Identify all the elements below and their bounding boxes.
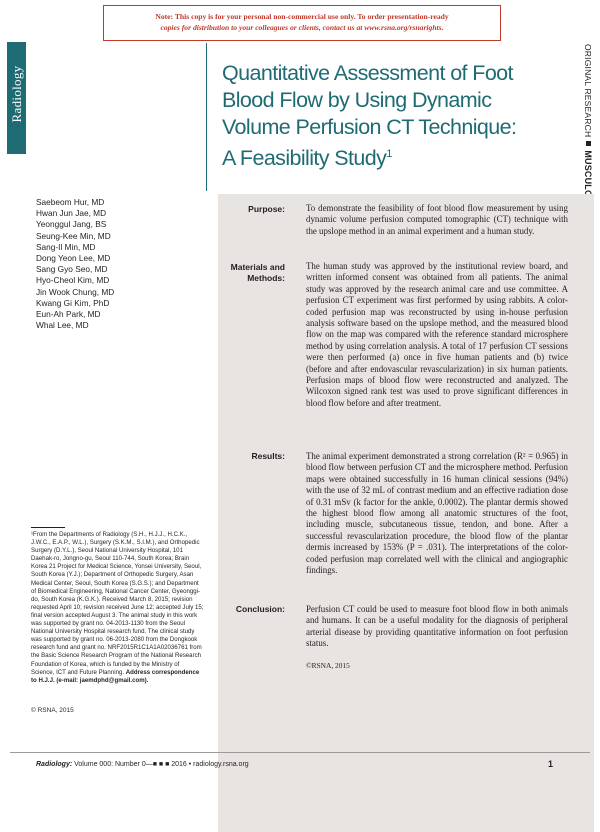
author-item: Hwan Jun Jae, MD [36,208,107,219]
notice-line-1: Note: This copy is for your personal non-commercial use only. To order presentation-ready [155,12,449,21]
footnote-text: ¹From the Departments of Radiology (S.H., H.J.J., H.C.K., J.W.C., E.A.P., W.L.), Surgery (S.K.M., S.I.M.), and Orthopedic Surgery (D.Y.L.), Seoul National University Hospital, 101 Daehak-ro, Jongno-gu, Seoul 110-744, South Korea; Brain Korea 21 Project for Medical Science, Yonsei University, Seoul, South Korea (Y.J.); Department of Orthopedic Surgery, Asan Medical Center, Seoul, South Korea (S.G.S.); and Department of Biomedical Engineering, National Cancer Center, Gyeonggi-do, South Korea (K.G.K.). Received March 8, 2015; revision requested April 10; revision received June 12; accepted July 15; final version accepted August 3. The animal study in this work was supported by grant no. 04-2013-1130 from the Seoul National University Hospital research fund. The clinical study was supported by grant no. 06-2013-2080 from the Dongkook research fund and grant no. NRF2015R1C1A1A02036761 from the Basic Science Research Program of the National Research Foundation of Korea, which is funded by the Ministry of Science, ICT and Future Planning. [31,531,204,676]
title-footnote-marker: 1 [386,148,392,160]
author-item: Sang-Il Min, MD [36,241,96,252]
author-list [36,197,114,331]
correspondence-text: Address correspondence to H.J.J. (e-mail: jaemdphd@gmail.com). [31,668,200,684]
results-text: The animal experiment demonstrated a strong correlation (R² = 0.965) in blood flow between perfusion CT and the microsphere method. Perfusion maps were obtained successfully in 16 human clinical sessions (94%) with the use of 32 mL of contrast medium and an effective radiation dose of 0.31 mSv (k factor for the ankle, 0.0002). The plantar dermis showed the highest blood flow among all anatomic structures of the foot, including muscle, subcutaneous tissue, tendon, and bone. After a successful revascularization procedure, the blood flow of the plantar dermis increased by 153% (P = .031). The interpretations of the color-coded perfusion map correlated well with the clinical and angiographic findings. [306,451,568,576]
author-item: Eun-Ah Park, MD [36,309,101,320]
journal-logo-text: Radiology [9,65,24,123]
copyright-notice-box [103,5,501,41]
purpose-label: Purpose: [248,204,285,214]
page-number: 1 [548,759,554,769]
abstract-copyright: ©RSNA, 2015 [306,661,350,670]
affiliation-footnote [31,531,204,685]
title-separator-line [206,43,207,191]
author-item: Seung-Kee Min, MD [36,230,111,241]
footnote-rule [31,527,65,528]
article-title [222,60,562,172]
author-item: Dong Yeon Lee, MD [36,253,111,264]
footer-rule [10,752,590,753]
journal-side-bar [7,42,26,154]
footer-citation: Volume 000: Number 0—■ ■ ■ 2016 • radiology.rsna.org [74,761,249,768]
title-subtitle: A Feasibility Study [222,146,387,171]
footnote-copyright: © RSNA, 2015 [31,707,74,714]
methods-label: Materials and Methods: [230,262,285,283]
author-item: Saebeom Hur, MD [36,197,105,207]
separator-square-icon [586,141,591,146]
conclusion-text: Perfusion CT could be used to measure foot blood flow in both animals and humans. It can be a useful modality for the diagnosis of peripheral arterial disease by providing quantitative information on foot perfusion status. [306,604,568,649]
purpose-text: To demonstrate the feasibility of foot blood flow measurement by using dynamic volume perfusion computed tomographic (CT) technique with the upslope method in an animal experiment and a human study. [306,203,568,236]
conclusion-label: Conclusion: [235,604,285,614]
author-item: Yeonggul Jang, BS [36,219,107,230]
notice-line-2: copies for distribution to your colleagues or clients, contact us at www.rsna.org/rsnarights. [160,23,444,32]
methods-text: The human study was approved by the institutional review board, and written informed consent was obtained from all patients. The animal study was approved by the research animal care and use committee. A perfusion CT experiment was first performed by using rabbits. A color-coded perfusion map was reconstructed by using in-house perfusion analysis software based on the upslope method, and the measured blood flow on the map was compared with the reference standard microsphere method by using correlation analysis. A total of 17 perfusion CT sessions were then performed (a) once in five human patients and (b) twice (before and after endovascular revascularization) in six human patients. Perfusion maps of blood flow were reconstructed and analyzed. The Wilcoxon signed rank test was used to prove significant differences in blood flow before and after treatment. [306,261,568,408]
author-item: Kwang Gi Kim, PhD [36,297,110,308]
author-item: Sang Gyo Seo, MD [36,264,108,275]
author-item: Whal Lee, MD [36,320,89,331]
author-item: Hyo-Cheol Kim, MD [36,275,110,286]
author-item: Jin Wook Chung, MD [36,286,115,297]
page-footer [36,761,249,768]
section-category: ORIGINAL RESEARCH [583,44,593,138]
title-main: Quantitative Assessment of Foot Blood Flow by Using Dynamic Volume Perfusion CT Technique: [222,61,517,139]
footer-journal: Radiology: [36,761,73,768]
results-label: Results: [251,451,285,461]
